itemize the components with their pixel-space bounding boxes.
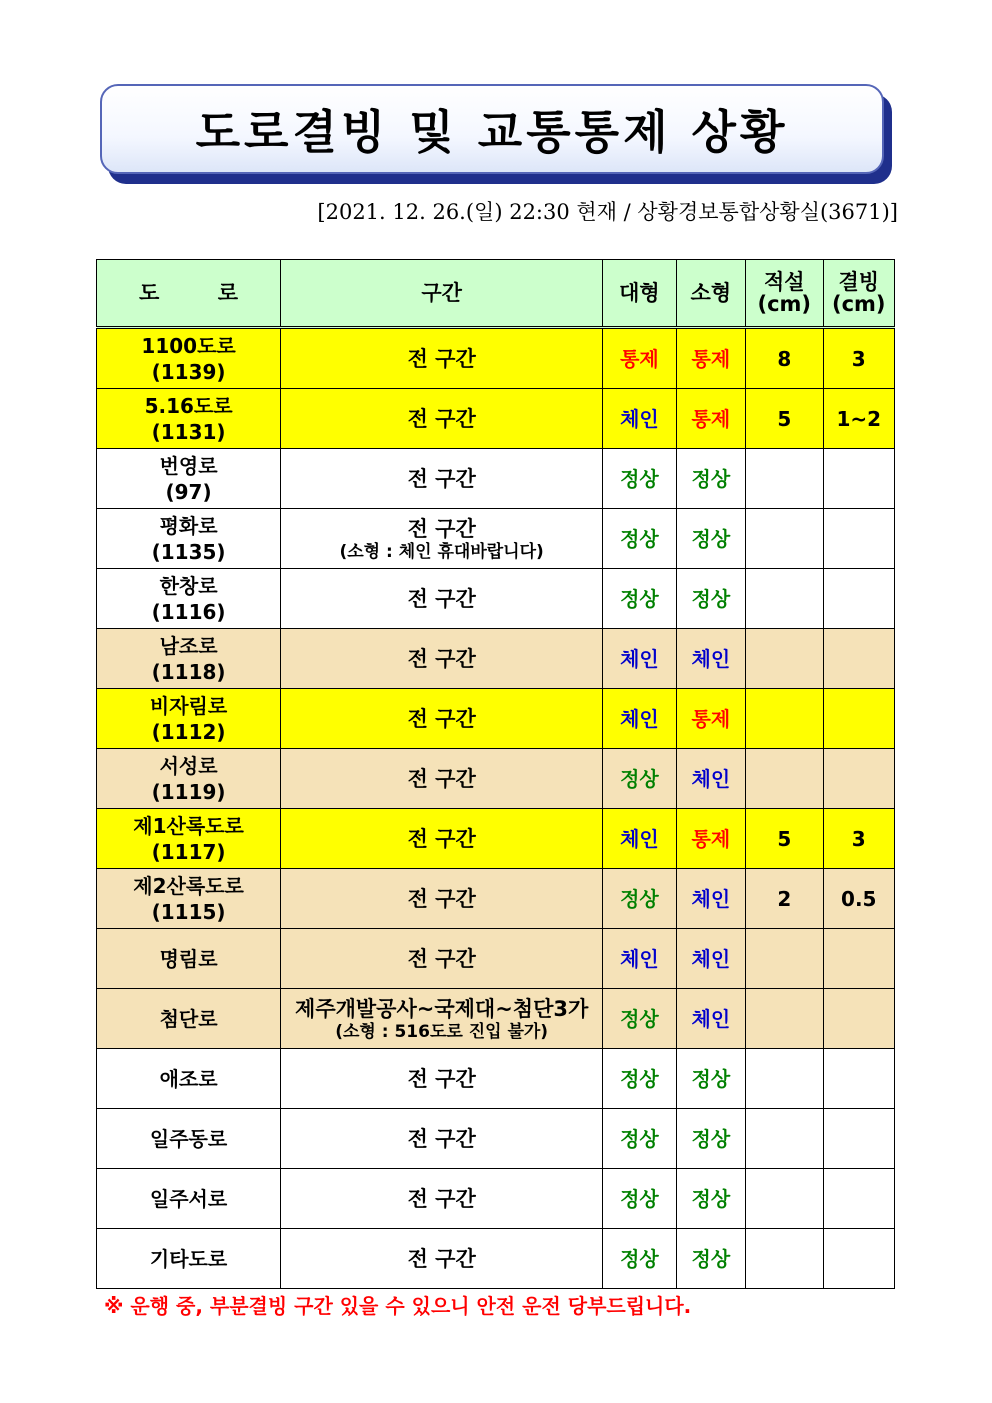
- ice-depth-value: [823, 1049, 894, 1109]
- snow-depth-value: 8: [746, 328, 823, 389]
- road-name-cell: [97, 1109, 281, 1169]
- road-name-cell: [97, 749, 281, 809]
- table-header-row: [97, 260, 895, 328]
- large-vehicle-status: 통제: [603, 328, 676, 389]
- road-name-cell: [97, 1169, 281, 1229]
- road-name-cell: [97, 869, 281, 929]
- road-name-cell: [97, 328, 281, 389]
- road-name: 일주서로: [149, 1186, 228, 1211]
- table-row: [97, 1049, 895, 1109]
- snow-depth-value: [746, 749, 823, 809]
- road-name-cell: [97, 1229, 281, 1289]
- safety-footnote: ※ 운행 중, 부분결빙 구간 있을 수 있으니 안전 운전 당부드립니다.: [104, 1294, 692, 1318]
- snow-depth-value: [746, 989, 823, 1049]
- section-text: 제주개발공사~국제대~첨단3가: [295, 996, 589, 1021]
- section-text: 전 구간: [407, 466, 476, 491]
- road-name: 명림로: [159, 946, 218, 971]
- section-cell: [281, 569, 603, 629]
- large-vehicle-status: 체인: [603, 809, 676, 869]
- large-vehicle-status: 체인: [603, 689, 676, 749]
- road-name: 제1산록도로: [133, 813, 244, 838]
- section-note: (소형 : 체인 휴대바랍니다): [339, 541, 544, 562]
- table-row: [97, 809, 895, 869]
- header-snow-unit: (cm): [757, 292, 812, 316]
- section-text: 전 구간: [407, 346, 476, 371]
- section-cell: [281, 689, 603, 749]
- section-note: (소형 : 516도로 진입 불가): [335, 1021, 549, 1042]
- section-cell: [281, 1169, 603, 1229]
- title-banner: [100, 84, 892, 184]
- road-name-cell: [97, 569, 281, 629]
- small-vehicle-status: 통제: [676, 328, 745, 389]
- road-name: 번영로: [159, 453, 218, 478]
- large-vehicle-status: 정상: [603, 869, 676, 929]
- table-row: [97, 929, 895, 989]
- section-cell: [281, 509, 603, 569]
- road-name-cell: [97, 989, 281, 1049]
- road-name-cell: [97, 689, 281, 749]
- table-row: [97, 1229, 895, 1289]
- table-row: [97, 1109, 895, 1169]
- road-name: 일주동로: [149, 1126, 228, 1151]
- small-vehicle-status: 정상: [676, 1109, 745, 1169]
- road-name-cell: [97, 509, 281, 569]
- road-name-cell: [97, 1049, 281, 1109]
- header-snow-depth: [746, 260, 823, 328]
- section-text: 전 구간: [407, 406, 476, 431]
- small-vehicle-status: 정상: [676, 1169, 745, 1229]
- ice-depth-value: [823, 1109, 894, 1169]
- road-name: 기타도로: [149, 1246, 228, 1271]
- snow-depth-value: [746, 1229, 823, 1289]
- small-vehicle-status: 체인: [676, 629, 745, 689]
- section-cell: [281, 809, 603, 869]
- road-name-cell: [97, 449, 281, 509]
- header-ice-label: 결빙: [838, 270, 880, 294]
- ice-depth-value: 3: [823, 328, 894, 389]
- snow-depth-value: [746, 509, 823, 569]
- section-cell: [281, 629, 603, 689]
- road-name-cell: [97, 389, 281, 449]
- section-cell: [281, 1109, 603, 1169]
- header-large-vehicle: 대형: [603, 260, 676, 328]
- road-name: 1100도로: [141, 333, 236, 358]
- ice-depth-value: 1~2: [823, 389, 894, 449]
- road-name: 5.16도로: [144, 393, 233, 418]
- table-row: [97, 328, 895, 389]
- large-vehicle-status: 체인: [603, 929, 676, 989]
- snow-depth-value: [746, 689, 823, 749]
- ice-depth-value: [823, 689, 894, 749]
- road-name: 비자림로: [149, 693, 228, 718]
- section-text: 전 구간: [407, 826, 476, 851]
- section-text: 전 구간: [407, 1246, 476, 1271]
- road-name: 서성로: [159, 753, 218, 778]
- road-code: (97): [165, 479, 212, 504]
- ice-depth-value: [823, 1229, 894, 1289]
- ice-depth-value: [823, 569, 894, 629]
- road-code: (1118): [151, 659, 226, 684]
- page-title: 도로결빙 및 교통통제 상황: [195, 105, 789, 159]
- road-name: 제2산록도로: [133, 873, 244, 898]
- section-text: 전 구간: [407, 516, 476, 541]
- ice-depth-value: [823, 749, 894, 809]
- road-name: 한창로: [159, 573, 218, 598]
- road-code: (1131): [151, 419, 226, 444]
- section-cell: [281, 449, 603, 509]
- road-name-cell: [97, 929, 281, 989]
- road-name-cell: [97, 629, 281, 689]
- section-text: 전 구간: [407, 646, 476, 671]
- snow-depth-value: [746, 929, 823, 989]
- table-row: [97, 989, 895, 1049]
- header-ice-depth: [823, 260, 894, 328]
- ice-depth-value: [823, 1169, 894, 1229]
- ice-depth-value: [823, 509, 894, 569]
- report-timestamp: [2021. 12. 26.(일) 22:30 현재 / 상황경보통합상황실(3671)]: [317, 200, 898, 224]
- section-text: 전 구간: [407, 586, 476, 611]
- small-vehicle-status: 통제: [676, 809, 745, 869]
- table-row: [97, 509, 895, 569]
- small-vehicle-status: 통제: [676, 389, 745, 449]
- ice-depth-value: [823, 929, 894, 989]
- snow-depth-value: 5: [746, 809, 823, 869]
- section-text: 전 구간: [407, 1066, 476, 1091]
- header-section: 구간: [281, 260, 603, 328]
- header-road: 도 로: [97, 260, 281, 328]
- ice-depth-value: 3: [823, 809, 894, 869]
- table-row: [97, 569, 895, 629]
- table-row: [97, 449, 895, 509]
- small-vehicle-status: 정상: [676, 1229, 745, 1289]
- large-vehicle-status: 정상: [603, 989, 676, 1049]
- large-vehicle-status: 체인: [603, 389, 676, 449]
- table-row: [97, 869, 895, 929]
- snow-depth-value: [746, 1049, 823, 1109]
- road-name: 평화로: [159, 513, 218, 538]
- table-row: [97, 689, 895, 749]
- road-code: (1119): [151, 779, 226, 804]
- large-vehicle-status: 정상: [603, 509, 676, 569]
- section-cell: [281, 989, 603, 1049]
- section-text: 전 구간: [407, 706, 476, 731]
- large-vehicle-status: 정상: [603, 1169, 676, 1229]
- snow-depth-value: [746, 629, 823, 689]
- title-box: [100, 84, 884, 174]
- header-small-vehicle: 소형: [676, 260, 745, 328]
- ice-depth-value: [823, 449, 894, 509]
- large-vehicle-status: 정상: [603, 1049, 676, 1109]
- section-cell: [281, 749, 603, 809]
- snow-depth-value: [746, 449, 823, 509]
- ice-depth-value: [823, 629, 894, 689]
- small-vehicle-status: 정상: [676, 1049, 745, 1109]
- snow-depth-value: [746, 1109, 823, 1169]
- small-vehicle-status: 정상: [676, 509, 745, 569]
- header-snow-label: 적설: [763, 270, 805, 294]
- large-vehicle-status: 정상: [603, 1109, 676, 1169]
- small-vehicle-status: 정상: [676, 569, 745, 629]
- small-vehicle-status: 정상: [676, 449, 745, 509]
- road-code: (1116): [151, 599, 226, 624]
- section-cell: [281, 1049, 603, 1109]
- snow-depth-value: 5: [746, 389, 823, 449]
- road-code: (1117): [151, 839, 226, 864]
- section-text: 전 구간: [407, 766, 476, 791]
- road-status-table: [96, 259, 895, 1289]
- section-cell: [281, 1229, 603, 1289]
- large-vehicle-status: 체인: [603, 629, 676, 689]
- small-vehicle-status: 체인: [676, 749, 745, 809]
- road-code: (1139): [151, 359, 226, 384]
- section-cell: [281, 389, 603, 449]
- ice-depth-value: 0.5: [823, 869, 894, 929]
- snow-depth-value: [746, 569, 823, 629]
- table-row: [97, 749, 895, 809]
- road-name-cell: [97, 809, 281, 869]
- snow-depth-value: 2: [746, 869, 823, 929]
- section-text: 전 구간: [407, 886, 476, 911]
- table-row: [97, 389, 895, 449]
- small-vehicle-status: 체인: [676, 869, 745, 929]
- small-vehicle-status: 통제: [676, 689, 745, 749]
- section-text: 전 구간: [407, 1126, 476, 1151]
- large-vehicle-status: 정상: [603, 449, 676, 509]
- section-text: 전 구간: [407, 946, 476, 971]
- small-vehicle-status: 체인: [676, 929, 745, 989]
- road-name: 남조로: [159, 633, 218, 658]
- large-vehicle-status: 정상: [603, 569, 676, 629]
- ice-depth-value: [823, 989, 894, 1049]
- snow-depth-value: [746, 1169, 823, 1229]
- road-name: 애조로: [159, 1066, 218, 1091]
- section-text: 전 구간: [407, 1186, 476, 1211]
- road-code: (1115): [151, 899, 226, 924]
- small-vehicle-status: 체인: [676, 989, 745, 1049]
- section-cell: [281, 869, 603, 929]
- table-row: [97, 629, 895, 689]
- road-code: (1135): [151, 539, 226, 564]
- road-code: (1112): [151, 719, 226, 744]
- large-vehicle-status: 정상: [603, 1229, 676, 1289]
- table-row: [97, 1169, 895, 1229]
- header-ice-unit: (cm): [831, 292, 886, 316]
- large-vehicle-status: 정상: [603, 749, 676, 809]
- section-cell: [281, 328, 603, 389]
- road-name: 첨단로: [159, 1006, 218, 1031]
- section-cell: [281, 929, 603, 989]
